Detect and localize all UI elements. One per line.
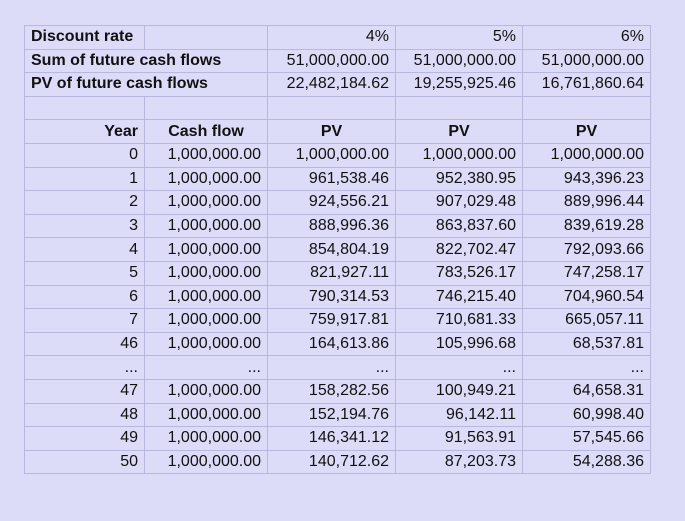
pv-future-cash-flows-value[interactable]: 16,761,860.64 [523, 73, 651, 97]
discount-rate-value[interactable]: 4% [268, 26, 396, 50]
discount-rate-value[interactable]: 5% [396, 26, 523, 50]
pv-cell[interactable]: 792,093.66 [523, 238, 651, 262]
cash-flow-cell[interactable]: 1,000,000.00 [145, 214, 268, 238]
year-cell[interactable]: 7 [25, 309, 145, 333]
year-cell[interactable]: 49 [25, 427, 145, 451]
table-row [25, 214, 651, 238]
pv-cell[interactable]: 783,526.17 [396, 261, 523, 285]
pv-cell[interactable]: 839,619.28 [523, 214, 651, 238]
pv-header[interactable]: PV [268, 120, 396, 144]
pv-future-cash-flows-row [25, 73, 651, 97]
year-cell[interactable]: 6 [25, 285, 145, 309]
year-cell[interactable]: 1 [25, 167, 145, 191]
pv-cell[interactable]: 152,194.76 [268, 403, 396, 427]
pv-cell[interactable]: 863,837.60 [396, 214, 523, 238]
empty-cell[interactable] [523, 96, 651, 120]
table-row [25, 285, 651, 309]
year-cell[interactable]: 5 [25, 261, 145, 285]
year-cell[interactable]: 47 [25, 379, 145, 403]
cash-flow-table-body [25, 143, 651, 473]
pv-cell[interactable]: 854,804.19 [268, 238, 396, 262]
pv-cell[interactable]: 100,949.21 [396, 379, 523, 403]
pv-cell[interactable]: 96,142.11 [396, 403, 523, 427]
pv-cell[interactable]: 746,215.40 [396, 285, 523, 309]
year-cell[interactable]: 0 [25, 143, 145, 167]
pv-header[interactable]: PV [523, 120, 651, 144]
table-row [25, 356, 651, 380]
cash-flow-cell[interactable]: 1,000,000.00 [145, 285, 268, 309]
cash-flow-cell[interactable]: ... [145, 356, 268, 380]
pv-cell[interactable]: 704,960.54 [523, 285, 651, 309]
pv-cell[interactable]: 1,000,000.00 [396, 143, 523, 167]
discount-rate-row [25, 26, 651, 50]
year-header[interactable]: Year [25, 120, 145, 144]
pv-cell[interactable]: 64,658.31 [523, 379, 651, 403]
pv-cell[interactable]: 54,288.36 [523, 450, 651, 474]
cash-flow-cell[interactable]: 1,000,000.00 [145, 427, 268, 451]
pv-cell[interactable]: 87,203.73 [396, 450, 523, 474]
year-cell[interactable]: 4 [25, 238, 145, 262]
table-row [25, 238, 651, 262]
pv-cell[interactable]: 146,341.12 [268, 427, 396, 451]
cash-flow-cell[interactable]: 1,000,000.00 [145, 261, 268, 285]
cash-flow-cell[interactable]: 1,000,000.00 [145, 143, 268, 167]
year-cell[interactable]: 46 [25, 332, 145, 356]
year-cell[interactable]: 50 [25, 450, 145, 474]
sum-future-cash-flows-value[interactable]: 51,000,000.00 [523, 49, 651, 73]
discount-rate-label[interactable]: Discount rate [25, 26, 145, 50]
pv-cell[interactable]: 710,681.33 [396, 309, 523, 333]
pv-cell[interactable]: 665,057.11 [523, 309, 651, 333]
table-row [25, 143, 651, 167]
pv-cell[interactable]: 60,998.40 [523, 403, 651, 427]
pv-cell[interactable]: 91,563.91 [396, 427, 523, 451]
table-row [25, 427, 651, 451]
sum-future-cash-flows-value[interactable]: 51,000,000.00 [396, 49, 523, 73]
pv-cell[interactable]: 140,712.62 [268, 450, 396, 474]
discount-rate-value[interactable]: 6% [523, 26, 651, 50]
blank-row [25, 96, 651, 120]
pv-cell[interactable]: 1,000,000.00 [523, 143, 651, 167]
pv-cell[interactable]: 57,545.66 [523, 427, 651, 451]
pv-cell[interactable]: ... [268, 356, 396, 380]
table-row [25, 403, 651, 427]
cash-flow-cell[interactable]: 1,000,000.00 [145, 191, 268, 215]
empty-cell[interactable] [268, 96, 396, 120]
pv-cell[interactable]: 105,996.68 [396, 332, 523, 356]
pv-cell[interactable]: 924,556.21 [268, 191, 396, 215]
pv-cell[interactable]: 747,258.17 [523, 261, 651, 285]
cash-flow-cell[interactable]: 1,000,000.00 [145, 403, 268, 427]
year-cell[interactable]: 48 [25, 403, 145, 427]
pv-future-cash-flows-label[interactable]: PV of future cash flows [25, 73, 268, 97]
cash-flow-cell[interactable]: 1,000,000.00 [145, 332, 268, 356]
cash-flow-header[interactable]: Cash flow [145, 120, 268, 144]
pv-cell[interactable]: 943,396.23 [523, 167, 651, 191]
empty-cell[interactable] [396, 96, 523, 120]
cash-flow-cell[interactable]: 1,000,000.00 [145, 379, 268, 403]
table-row [25, 261, 651, 285]
pv-cell[interactable]: 889,996.44 [523, 191, 651, 215]
pv-cell[interactable]: 888,996.36 [268, 214, 396, 238]
pv-cell[interactable]: 821,927.11 [268, 261, 396, 285]
pv-spreadsheet [24, 25, 651, 474]
cash-flow-cell[interactable]: 1,000,000.00 [145, 309, 268, 333]
cash-flow-cell[interactable]: 1,000,000.00 [145, 167, 268, 191]
empty-cell[interactable] [145, 26, 268, 50]
year-cell[interactable]: ... [25, 356, 145, 380]
table-row [25, 309, 651, 333]
pv-cell[interactable]: 961,538.46 [268, 167, 396, 191]
pv-future-cash-flows-value[interactable]: 22,482,184.62 [268, 73, 396, 97]
table-row [25, 332, 651, 356]
table-row [25, 379, 651, 403]
cash-flow-cell[interactable]: 1,000,000.00 [145, 238, 268, 262]
sum-future-cash-flows-label[interactable]: Sum of future cash flows [25, 49, 268, 73]
header-row [25, 120, 651, 144]
pv-header[interactable]: PV [396, 120, 523, 144]
empty-cell[interactable] [25, 96, 145, 120]
table-row [25, 191, 651, 215]
pv-cell[interactable]: 952,380.95 [396, 167, 523, 191]
cash-flow-cell[interactable]: 1,000,000.00 [145, 450, 268, 474]
table-row [25, 450, 651, 474]
year-cell[interactable]: 3 [25, 214, 145, 238]
pv-cell[interactable]: 68,537.81 [523, 332, 651, 356]
pv-future-cash-flows-value[interactable]: 19,255,925.46 [396, 73, 523, 97]
pv-cell[interactable]: ... [396, 356, 523, 380]
pv-cell[interactable]: 790,314.53 [268, 285, 396, 309]
pv-cell[interactable]: 822,702.47 [396, 238, 523, 262]
pv-cell[interactable]: 1,000,000.00 [268, 143, 396, 167]
pv-cell[interactable]: 907,029.48 [396, 191, 523, 215]
pv-cell[interactable]: ... [523, 356, 651, 380]
year-cell[interactable]: 2 [25, 191, 145, 215]
pv-cell[interactable]: 164,613.86 [268, 332, 396, 356]
table-row [25, 167, 651, 191]
sum-future-cash-flows-row [25, 49, 651, 73]
pv-cell[interactable]: 759,917.81 [268, 309, 396, 333]
empty-cell[interactable] [145, 96, 268, 120]
pv-cell[interactable]: 158,282.56 [268, 379, 396, 403]
sum-future-cash-flows-value[interactable]: 51,000,000.00 [268, 49, 396, 73]
